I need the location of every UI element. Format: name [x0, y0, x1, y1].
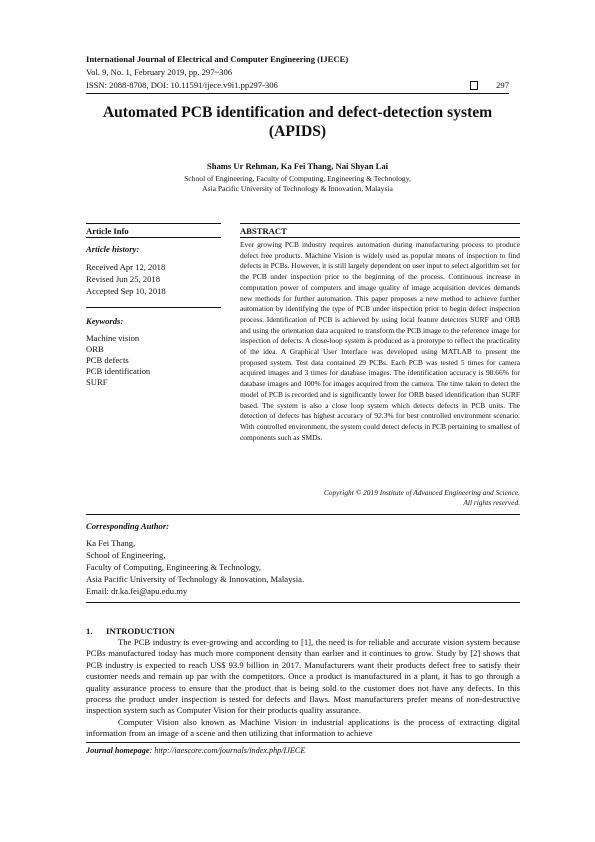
accepted-date: Accepted Sep 10, 2018 [86, 286, 166, 296]
section-number: 1. [86, 626, 93, 636]
keywords-heading: Keywords: [86, 316, 124, 326]
keyword-item: Machine vision [86, 333, 140, 343]
corresponding-line: Faculty of Computing, Engineering & Technology, [86, 562, 262, 572]
square-icon [470, 81, 478, 90]
revised-date: Revised Jun 25, 2018 [86, 274, 160, 284]
copyright-line-2: All rights reserved. [463, 498, 520, 507]
corresponding-heading: Corresponding Author: [86, 521, 170, 531]
header-divider [86, 93, 509, 94]
affiliation-line-2: Asia Pacific University of Technology & Innovation, Malaysia [202, 184, 393, 193]
abstract-top-rule [240, 223, 520, 224]
article-info-divider [86, 237, 221, 238]
page-number: 297 [496, 80, 509, 90]
corresponding-email: Email: dr.ka.fei@apu.edu.my [86, 586, 188, 596]
corresponding-top-rule [86, 514, 520, 515]
abstract-divider [240, 237, 520, 238]
article-info-heading: Article Info [86, 226, 129, 236]
homepage-label: Journal homepage [86, 746, 150, 755]
article-info-top-rule [86, 223, 221, 224]
abstract-heading: ABSTRACT [240, 226, 287, 236]
abstract-text: Ever growing PCB industry requires automation during manufacturing process to produce defect free products. Machine Vision is widely used as popular means of inspection to find defects in PCBs. However, it is still largely dependent on user input to select algorithm set for the PCB under inspection prior to the beginning of the process. Continuous increase in computation power of computers and image quality of image acquisition devices demands new methods for further automation. This paper proposes a new method to achieve further automation by identifying the type of PCB under inspection prior to begin defect inspection process. Identification of PCB is achieved by using local feature detectors SURF and ORB and using the orientation data acquired to transform the PCB image to the reference image for inspection of defects. A close-loop system is produced as a prototype to reflect the practicality of the idea. A Graphical User Interface was developed using MATLAB to present the proposed system. Test data contained 29 PCBs. Each PCB was tested 5 times for camera acquired images and 3 times for database images. The identification accuracy is 98.66% for database images and 100% for images acquired from the camera. The time taken to detect the model of PCB is recorded and is significantly lower for ORB based identification than SURF based. The system is also a close loop system which detects defects in PCB units. The detection of defects has highest accuracy of 92.3% for best controlled environment scenario. With controlled environment, the system could detect defects in PCB pertaining to smallest of components such as SMDs. [240, 240, 520, 442]
homepage-link[interactable]: : http://iaescore.com/journals/index.php/IJECE [149, 746, 306, 755]
copyright-line-1: Copyright © 2019 Institute of Advanced Engineering and Science. [323, 488, 520, 497]
keyword-item: PCB identification [86, 366, 151, 376]
received-date: Received Apr 12, 2018 [86, 262, 166, 272]
keyword-item: PCB defects [86, 355, 129, 365]
paper-title: Automated PCB identification and defect-detection system (APIDS) [102, 104, 493, 140]
paragraph: Computer Vision also known as Machine Vision in industrial applications is the process of extracting digital information from an image of a scene and then utilizing that information to achieve [86, 716, 520, 739]
introduction-body [86, 637, 520, 740]
history-heading: Article history: [86, 244, 140, 254]
author-list: Shams Ur Rehman, Ka Fei Thang, Nai Shyan Lai [206, 161, 389, 171]
corresponding-line: School of Engineering, [86, 550, 166, 560]
introduction-heading [86, 626, 175, 636]
keyword-item: SURF [86, 377, 108, 387]
corresponding-line: Ka Fei Thang, [86, 538, 136, 548]
corresponding-line: Asia Pacific University of Technology & Innovation, Malaysia. [86, 574, 305, 584]
corresponding-bottom-rule [86, 602, 520, 603]
header-right [470, 80, 509, 90]
journal-name: International Journal of Electrical and Computer Engineering (IJECE) [86, 54, 349, 64]
journal-volume: Vol. 9, No. 1, February 2019, pp. 297~306 [86, 67, 233, 77]
journal-issn: ISSN: 2088-8708, DOI: 10.11591/ijece.v9i1.pp297-306 [86, 80, 278, 90]
journal-homepage [86, 746, 305, 755]
section-title: INTRODUCTION [106, 626, 175, 636]
footer-divider [86, 742, 520, 743]
keywords-rule [86, 307, 221, 308]
paragraph: The PCB industry is ever-growing and according to [1], the need is for reliable and accurate vision system because PCBs manufactured today has much more component density than earlier and it continues to grow. Study by [2] shows that PCB industry is expected to reach US$ 93.9 billion in 2017. Manufacturers want their products defect free to satisfy their customer needs and remain up par with the competitors. Once a product is manufactured in a plant, it has to go through a quality assurance process to ensure that the product that is being sold to the customer does not have any defects. In this process the product under inspection is tested for defects and flaws. Most manufacturers prefer means of non-destructive inspection system such as Computer Vision for their products quality assurance. [86, 637, 520, 716]
keyword-item: ORB [86, 344, 104, 354]
affiliation-line-1: School of Engineering, Faculty of Computing, Engineering & Technology, [184, 174, 411, 183]
